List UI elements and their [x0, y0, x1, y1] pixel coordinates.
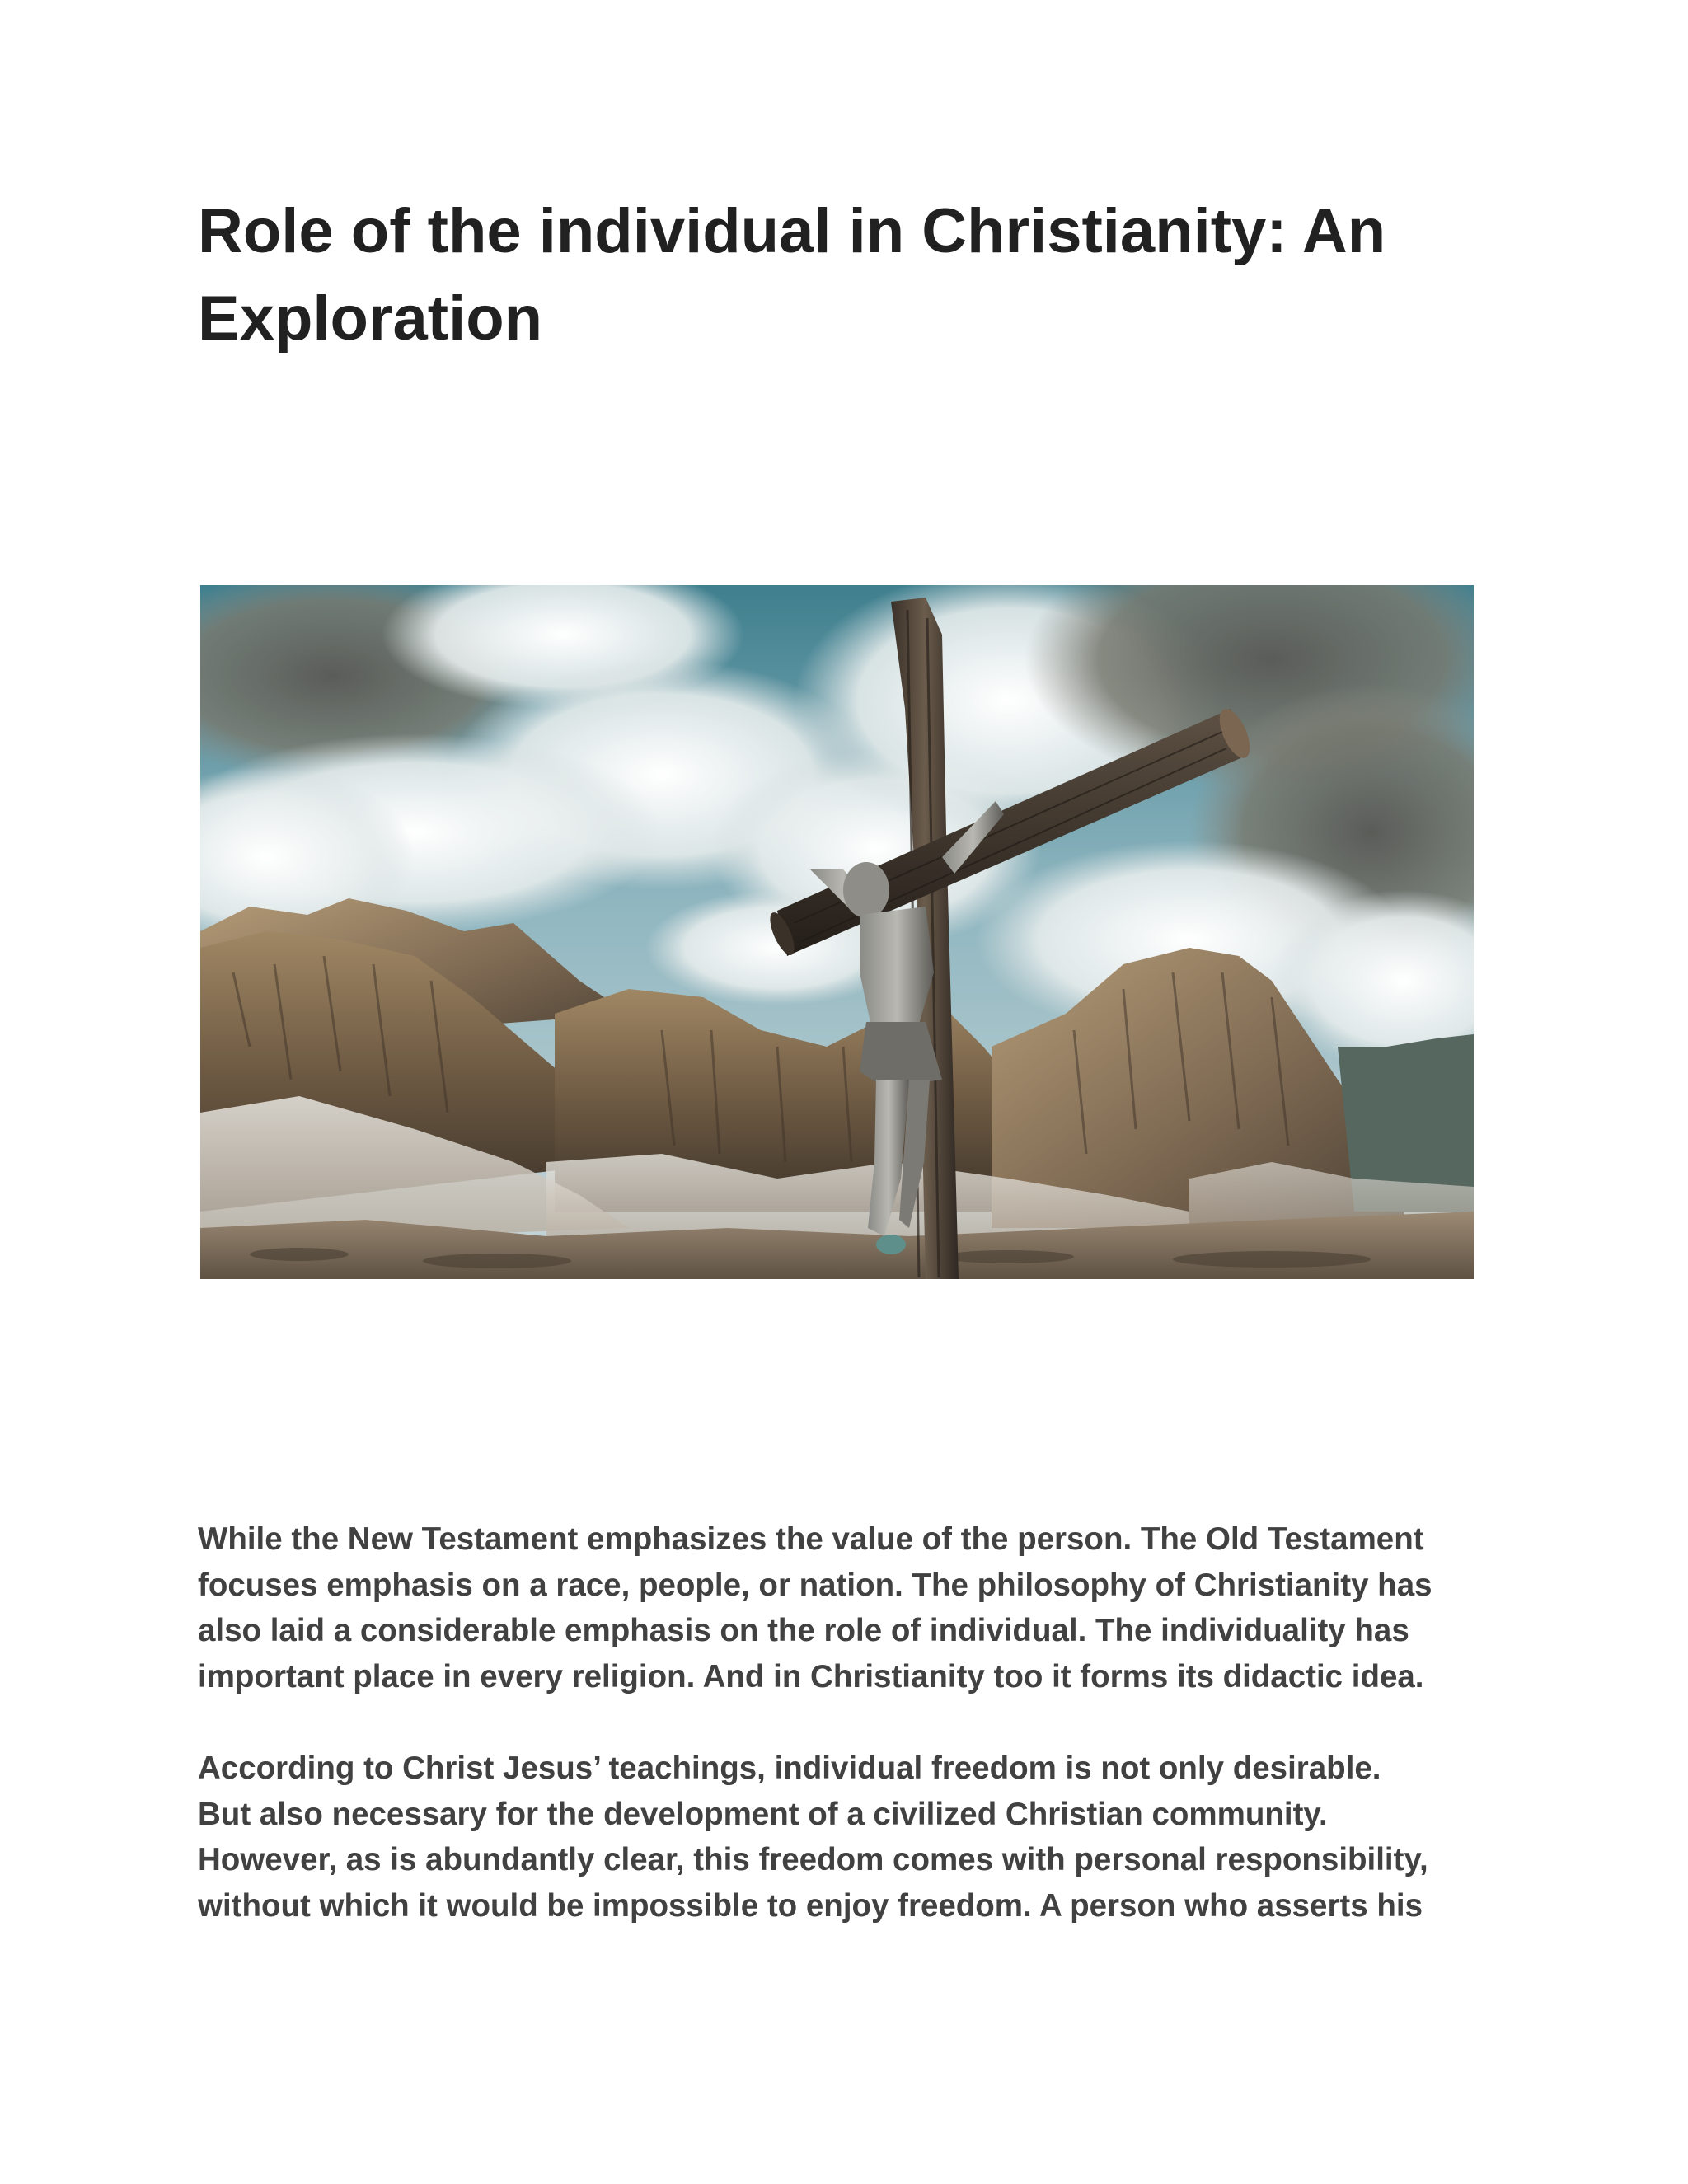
hero-image [200, 585, 1474, 1279]
paragraph-2-line-3: However, as is abundantly clear, this freedom comes with personal responsibility, [198, 1842, 1428, 1877]
paragraph-1-line-3: also laid a considerable emphasis on the role of individual. The individuality has [198, 1613, 1409, 1648]
paragraph-1 [198, 1516, 1517, 1699]
paragraph-1-line-2: focuses emphasis on a race, people, or nation. The philosophy of Christianity has [198, 1567, 1432, 1603]
paragraph-2-line-1: According to Christ Jesus’ teachings, individual freedom is not only desirable. [198, 1750, 1381, 1786]
paragraph-1-line-4: important place in every religion. And in Christianity too it forms its didactic idea. [198, 1658, 1424, 1694]
paragraph-1-line-1: While the New Testament emphasizes the value of the person. The Old Testament [198, 1521, 1424, 1557]
crucifix-mountain-photo-icon [200, 585, 1474, 1279]
paragraph-2 [198, 1746, 1517, 1929]
paragraph-2-line-4: without which it would be impossible to enjoy freedom. A person who asserts his [198, 1887, 1423, 1924]
page-title: Role of the individual in Christianity: An Exploration [198, 196, 1386, 354]
paragraph-2-line-2: But also necessary for the development of a civilized Christian community. [198, 1796, 1328, 1832]
